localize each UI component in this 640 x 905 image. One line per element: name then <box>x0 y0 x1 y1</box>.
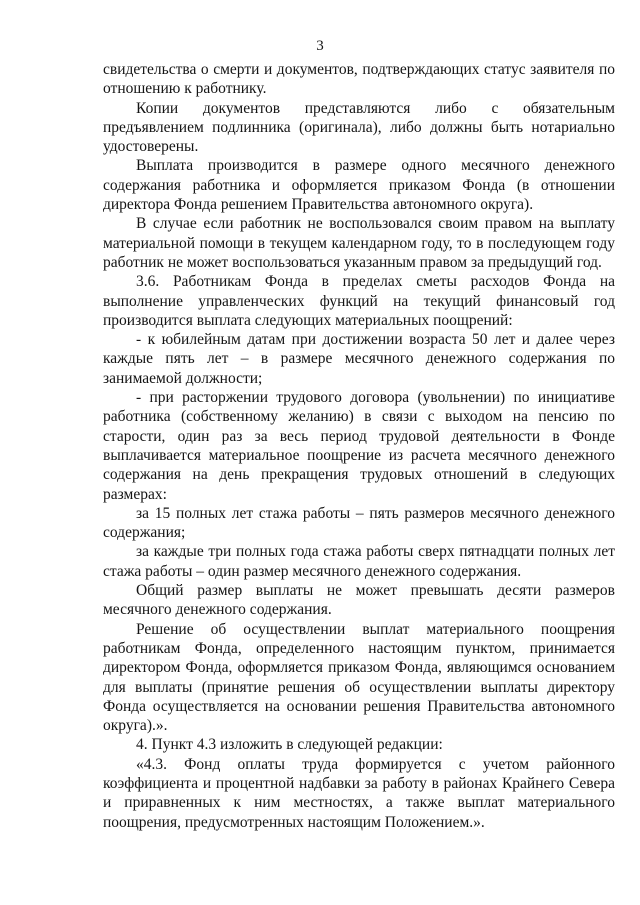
page-number: 3 <box>316 38 324 54</box>
paragraph-each-three-years: за каждые три полных года стажа работы сверх пятнадцати полных лет стажа работы – один размер месячного денежного содержания. <box>103 543 615 580</box>
paragraph-death-certificate-continuation: свидетельства о смерти и документов, подтверждающих статус заявителя по отношению к работнику. <box>103 61 615 98</box>
paragraph-total-limit: Общий размер выплаты не может превышать десяти размеров месячного денежного содержания. <box>103 582 615 619</box>
list-item-jubilee: - к юбилейным датам при достижении возраста 50 лет и далее через каждые пять лет – в размере месячного денежного содержания по занимаемой должности; <box>103 331 615 387</box>
paragraph-payment-amount: Выплата производится в размере одного месячного денежного содержания работника и оформляется приказом Фонда (в отношении директора Фонда решением Правительства автономного округа). <box>103 157 615 214</box>
document-body <box>103 60 615 832</box>
paragraph-clause-3-6: 3.6. Работникам Фонда в пределах сметы расходов Фонда на выполнение управленческих функций на текущий финансовый год производится выплата следующих материальных поощрений: <box>103 273 615 329</box>
paragraph-document-copies: Копии документов представляются либо с обязательным предъявлением подлинника (оригинала), либо должны быть нотариально удостоверены. <box>103 99 615 156</box>
paragraph-unused-right: В случае если работник не воспользовался своим правом на выплату материальной помощи в текущем календарном году, то в последующем году работник не может воспользоваться указанным правом за предыдущий год. <box>103 215 615 271</box>
paragraph-decision: Решение об осуществлении выплат материального поощрения работникам Фонда, определенного настоящим пунктом, принимается директором Фонда, оформляется приказом Фонда, являющимся основанием для выплаты (принятие решения об осуществлении выплаты директору Фонда осуществляется на основании решения Правительства автономного округа).». <box>103 620 615 735</box>
list-item-retirement: - при расторжении трудового договора (увольнении) по инициативе работника (собственному желанию) в связи с выходом на пенсию по старости, один раз за весь период трудовой деятельности в Фонде выплачивается материальное поощрение из расчета месячного денежного содержания на день прекращения трудовых отношений в следующих размерах: <box>103 389 615 503</box>
paragraph-amendment-4: 4. Пункт 4.3 изложить в следующей редакции: <box>136 736 443 754</box>
paragraph-15-years: за 15 полных лет стажа работы – пять размеров месячного денежного содержания; <box>103 504 615 542</box>
paragraph-clause-4-3: «4.3. Фонд оплаты труда формируется с учетом районного коэффициента и процентной надбавки за работу в районах Крайнего Севера и приравненных к ним местностях, а также выплат материального поощрения, предусмотренных настоящим Положением.». <box>103 755 615 831</box>
